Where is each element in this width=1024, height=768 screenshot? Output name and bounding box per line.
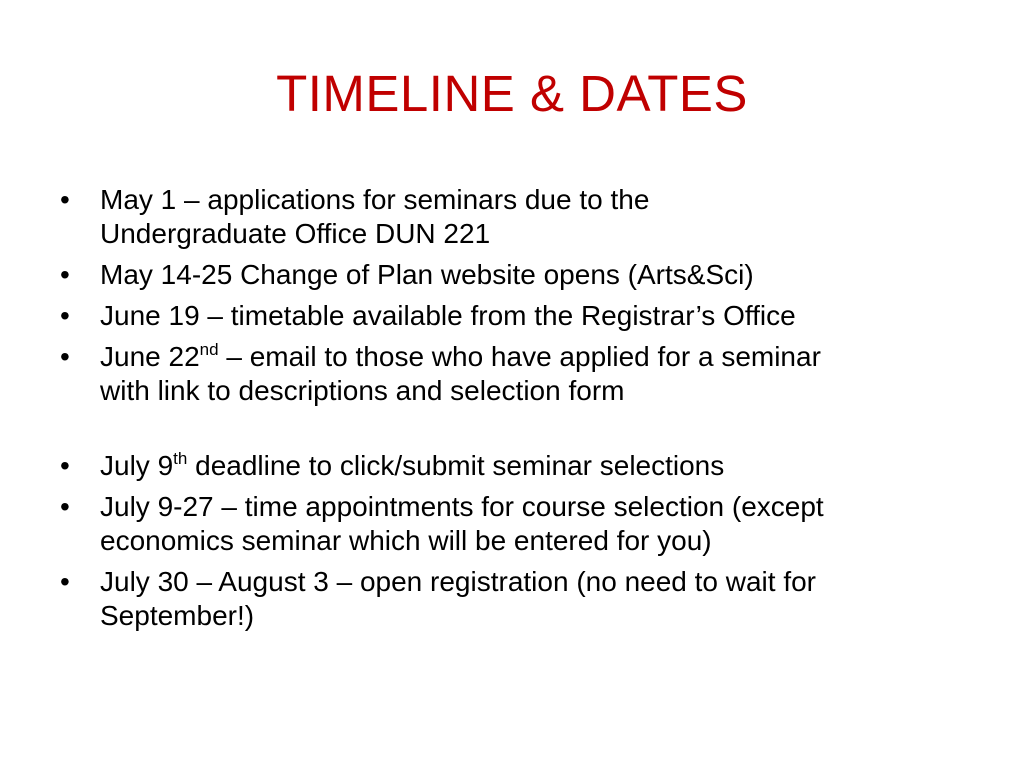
bullet-line-2: with link to descriptions and selection form	[100, 375, 625, 406]
list-item	[60, 490, 960, 558]
bullet-icon: •	[60, 300, 70, 331]
list-item	[60, 565, 960, 633]
bullet-icon: •	[60, 491, 70, 522]
bullet-line-1: July 9-27 – time appointments for course selection (except	[100, 491, 824, 522]
bullet-icon: •	[60, 184, 70, 215]
bullet-icon: •	[60, 341, 70, 372]
bullet-text: May 14-25 Change of Plan website opens (Arts&Sci)	[100, 259, 754, 290]
list-item	[60, 258, 960, 292]
list-item	[60, 299, 960, 333]
bullet-date: June 22	[100, 341, 200, 372]
slide-title: TIMELINE & DATES	[276, 65, 748, 122]
list-item	[60, 340, 960, 408]
bullet-line-1-rest: deadline to click/submit seminar selections	[187, 450, 725, 481]
bullet-line-1-rest: – email to those who have applied for a seminar	[218, 341, 821, 372]
bullet-line-1: May 1 – applications for seminars due to the	[100, 184, 650, 215]
list-item	[60, 183, 960, 251]
bullet-text	[100, 184, 649, 249]
bullet-line-2: Undergraduate Office DUN 221	[100, 218, 491, 249]
bullet-text	[100, 450, 724, 481]
bullet-text	[100, 341, 821, 406]
ordinal-suffix: nd	[199, 340, 219, 359]
bullet-line-2: economics seminar which will be entered for you)	[100, 525, 712, 556]
bullet-text	[100, 566, 816, 631]
bullet-icon: •	[60, 566, 70, 597]
ordinal-suffix: th	[173, 449, 188, 468]
bullet-line-2: September!)	[100, 600, 255, 631]
list-item	[60, 449, 960, 483]
bullet-list	[60, 183, 960, 640]
bullet-line-1: July 30 – August 3 – open registration (no need to wait for	[100, 566, 817, 597]
bullet-icon: •	[60, 450, 70, 481]
bullet-icon: •	[60, 259, 70, 290]
bullet-date: July 9	[100, 450, 174, 481]
bullet-text: June 19 – timetable available from the Registrar’s Office	[100, 300, 796, 331]
bullet-text	[100, 491, 824, 556]
